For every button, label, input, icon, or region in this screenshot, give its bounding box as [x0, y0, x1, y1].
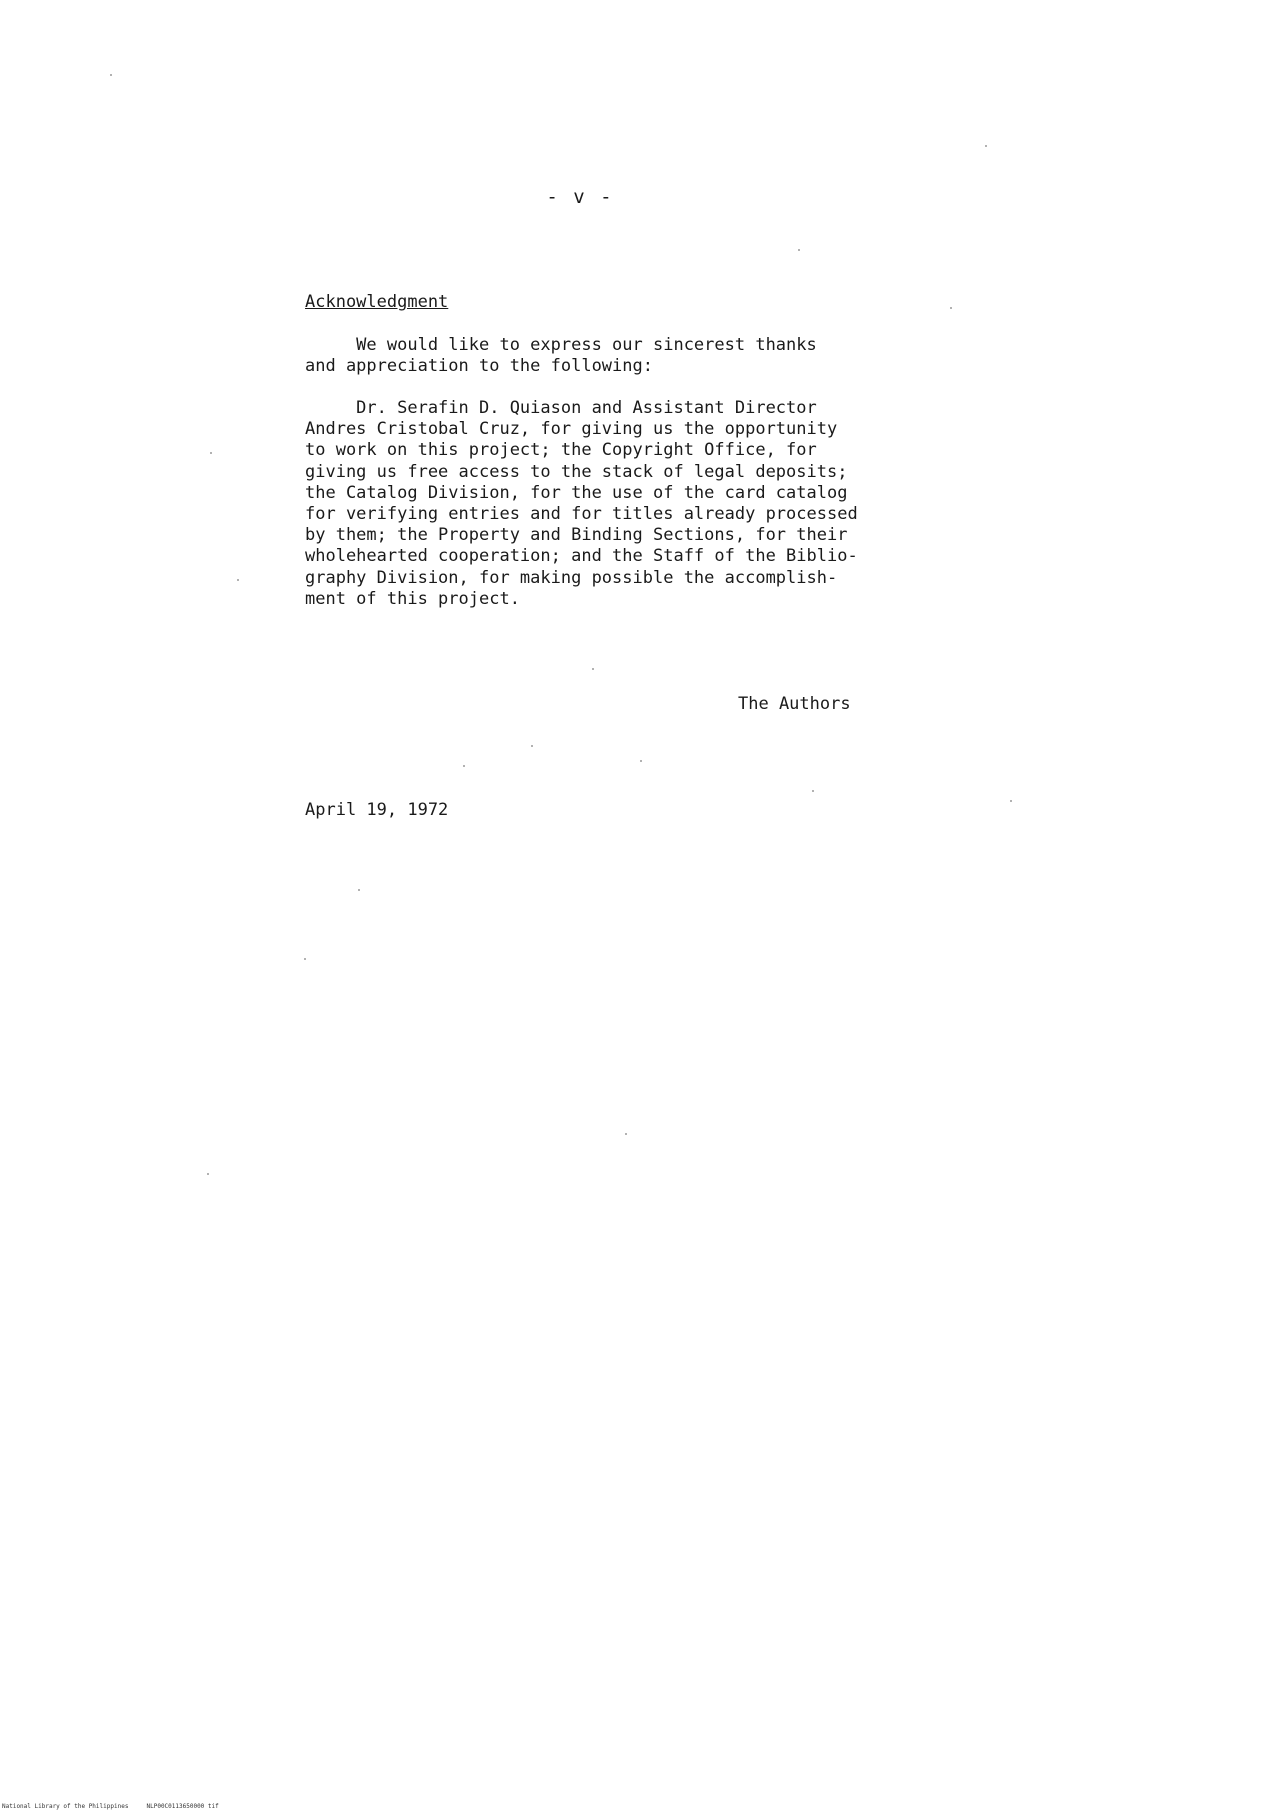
scan-speck: [950, 307, 952, 309]
paragraph-line: Dr. Serafin D. Quiason and Assistant Director: [305, 398, 817, 418]
page-number: - v -: [546, 186, 614, 208]
scan-speck: [798, 249, 800, 251]
scan-speck: [812, 790, 814, 792]
intro-paragraph: [305, 335, 885, 377]
paragraph-line: graphy Division, for making possible the accomplish-: [305, 567, 838, 588]
acknowledgment-heading: Acknowledgment: [305, 292, 449, 312]
paragraph-line: We would like to express our sincerest thanks: [305, 335, 817, 355]
scan-footer: National Library of the Philippines NLP00C0113650000 tif: [2, 1803, 219, 1810]
scan-speck: [358, 889, 360, 891]
scan-speck: [625, 1133, 627, 1135]
scan-speck: [531, 745, 533, 747]
scan-speck: [592, 668, 594, 670]
scan-speck: [210, 452, 212, 454]
signature: The Authors: [738, 694, 851, 714]
paragraph-line: ment of this project.: [305, 588, 520, 609]
scan-speck: [463, 765, 465, 767]
thanks-paragraph: [305, 398, 885, 610]
scan-speck: [207, 1173, 209, 1175]
paragraph-line: for verifying entries and for titles already processed: [305, 504, 858, 525]
paragraph-line: and appreciation to the following:: [305, 356, 653, 377]
paragraph-line: wholehearted cooperation; and the Staff of the Biblio-: [305, 546, 858, 567]
scan-speck: [985, 145, 987, 147]
paragraph-line: the Catalog Division, for the use of the card catalog: [305, 482, 848, 503]
scan-speck: [237, 579, 239, 581]
paragraph-line: to work on this project; the Copyright Office, for: [305, 440, 817, 461]
document-date: April 19, 1972: [305, 800, 449, 820]
scan-speck: [640, 760, 642, 762]
scan-speck: [304, 958, 306, 960]
scan-speck: [110, 74, 112, 76]
paragraph-line: by them; the Property and Binding Sections, for their: [305, 525, 848, 546]
paragraph-line: Andres Cristobal Cruz, for giving us the opportunity: [305, 419, 838, 440]
scan-speck: [1010, 800, 1012, 802]
paragraph-line: giving us free access to the stack of legal deposits;: [305, 461, 848, 482]
